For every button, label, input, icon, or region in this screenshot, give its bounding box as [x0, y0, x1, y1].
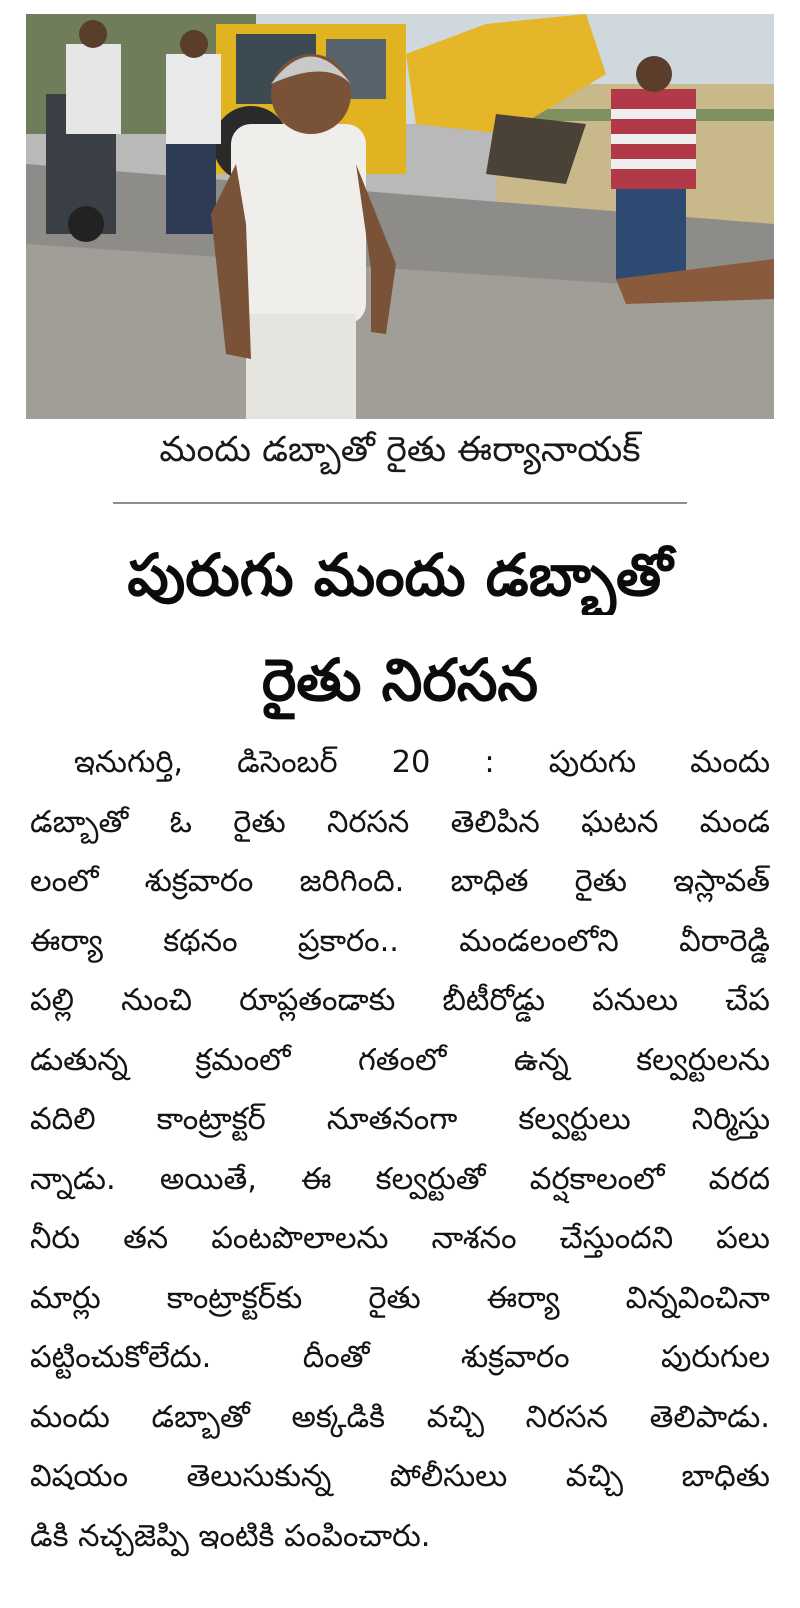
article-line: డబ్బాతో ఓ రైతు నిరసన తెలిపిన ఘటన మండ — [30, 804, 770, 840]
article-line: వదిలి కాంట్రాక్టర్ నూతనంగా కల్వర్టులు నిర్మిస్తు — [30, 1102, 770, 1137]
headline-line-2: రైతు నిరసన — [261, 646, 539, 714]
article-line: విషయం తెలుసుకున్న పోలీసులు వచ్చి బాధితు — [30, 1459, 770, 1494]
photo-caption: మందు డబ్బాతో రైతు ఈర్యానాయక్ — [159, 430, 641, 470]
article-line: న్నాడు. అయితే, ఈ కల్వర్టుతో వర్షకాలంలో వరద — [30, 1161, 770, 1197]
article-line: పల్లి నుంచి రూప్లతండాకు బీటీరోడ్డు పనులు చేప — [30, 983, 770, 1018]
article-line: మందు డబ్బాతో అక్కడికి వచ్చి నిరసన తెలిపాడు. — [30, 1399, 770, 1435]
article-line: డికి నచ్చజెప్పి ఇంటికి పంపించారు. — [30, 1518, 431, 1554]
article-line: ఈర్యా కథనం ప్రకారం.. మండలంలోని వీరారెడ్డి — [30, 923, 770, 959]
article-line: మార్లు కాంట్రాక్టర్‌కు రైతు ఈర్యా విన్నవించినా — [30, 1280, 770, 1316]
article-line: పట్టించుకోలేదు. దీంతో శుక్రవారం పురుగుల — [30, 1340, 770, 1375]
headline-line-1: పురుగు మందు డబ్బాతో — [127, 541, 673, 609]
article-line: డుతున్న క్రమంలో గతంలో ఉన్న కల్వర్టులను — [30, 1042, 770, 1078]
article-line: లంలో శుక్రవారం జరిగింది. బాధిత రైతు ఇస్లావత్ — [30, 864, 770, 899]
article-line: నీరు తన పంటపొలాలను నాశనం చేస్తుందని పలు — [30, 1221, 770, 1256]
article-body — [30, 733, 770, 1566]
article-line: ఇనుగుర్తి, డిసెంబర్ 20 : పురుగు మందు — [74, 745, 770, 780]
news-photo-illustration — [26, 14, 774, 419]
divider — [113, 502, 687, 504]
news-photo — [26, 14, 774, 419]
